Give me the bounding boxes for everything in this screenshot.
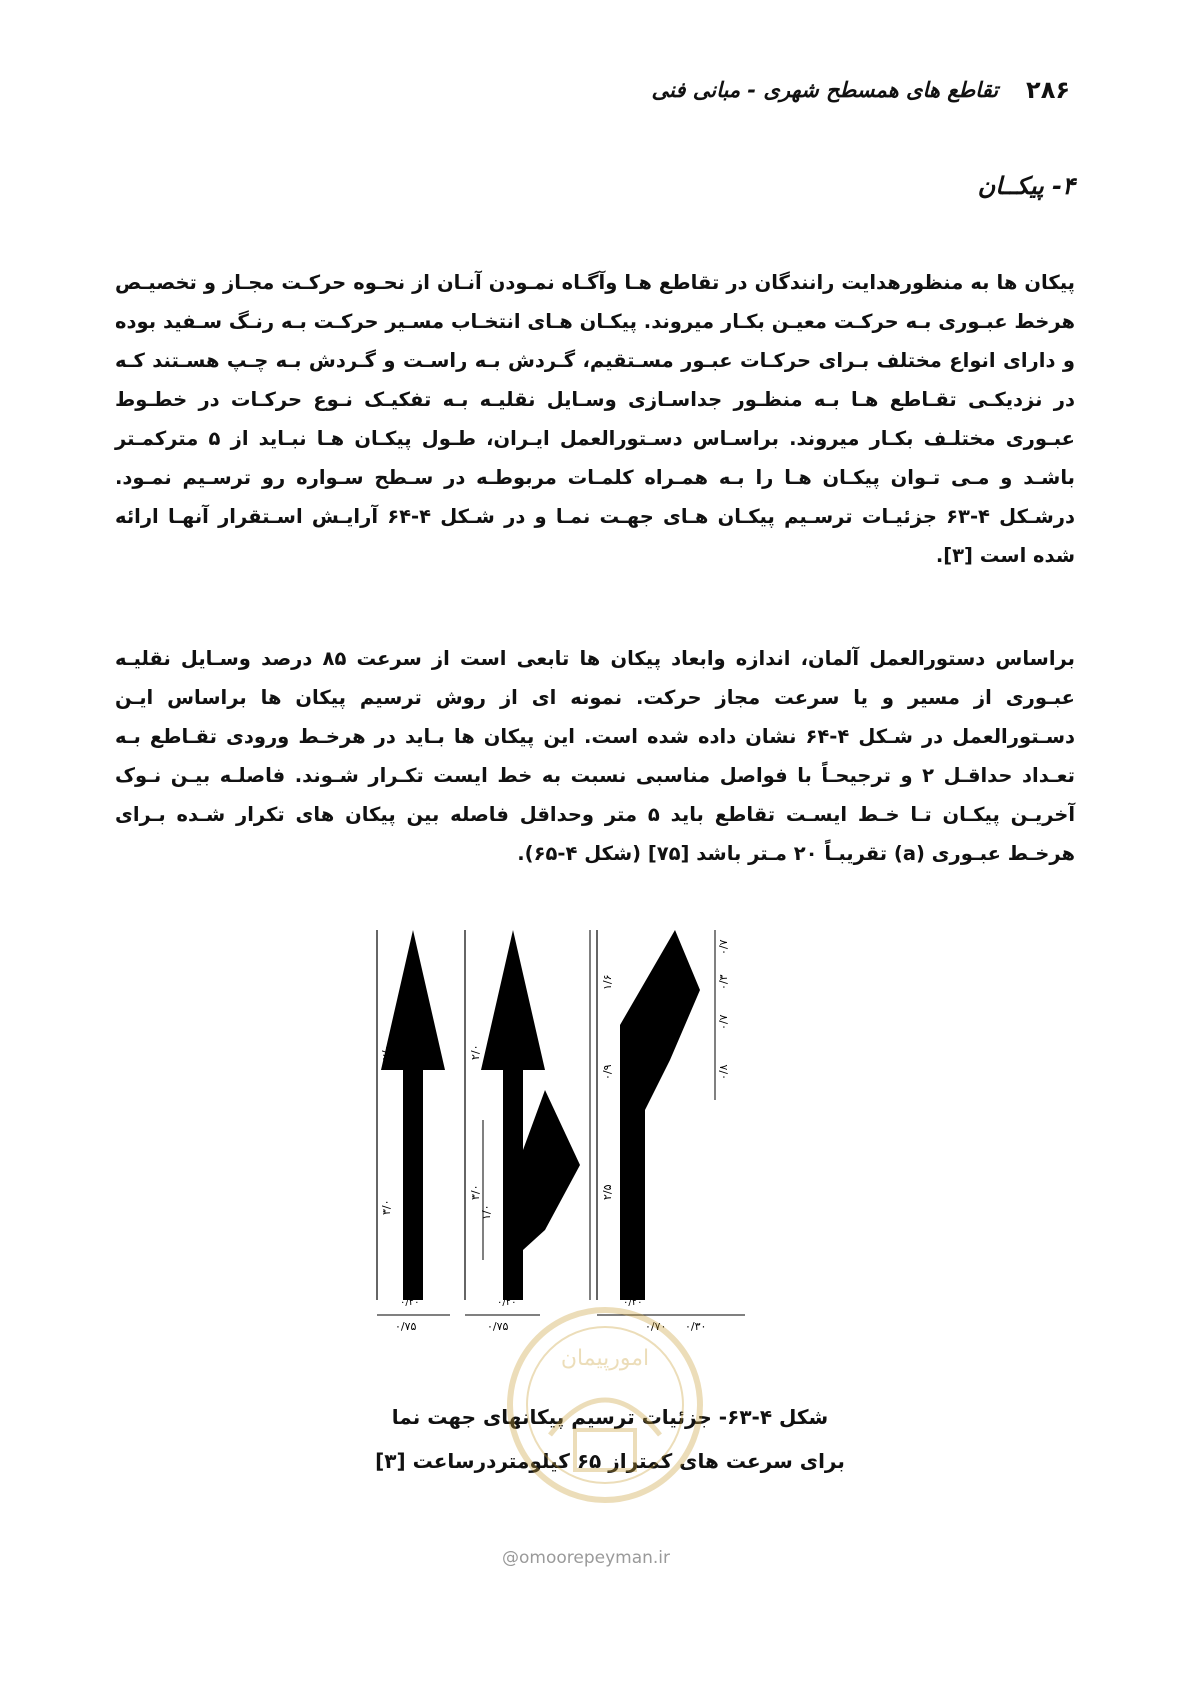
- dim-label: ۰/۹: [601, 1064, 614, 1080]
- dim-label: ۰/۷۰: [645, 1320, 667, 1333]
- dim-label: ۲/۵: [601, 1184, 614, 1200]
- dim-label: ۰/۲۰: [400, 1297, 420, 1308]
- right-turn-arrow: [597, 930, 745, 1333]
- page-number: ۲۸۶: [1026, 76, 1070, 104]
- dim-label: ۱/۰: [480, 1204, 493, 1220]
- caption-line-1: شکل ۴-۶۳- جزئیات ترسیم پیکانهای جهت نما: [391, 1405, 829, 1429]
- running-title: تقاطع های همسطح شهری - مبانی فنی: [651, 78, 999, 102]
- dim-label: ۴۵: [509, 1160, 521, 1173]
- straight-right-arrow: [465, 930, 590, 1333]
- dim-label: ۳/۰: [469, 1184, 482, 1200]
- dim-label: ۲/۰: [469, 1044, 482, 1060]
- watermark-url: @omoorepeyman.ir: [502, 1548, 671, 1568]
- dim-label: ۴۵: [623, 1045, 635, 1058]
- straight-arrow: [377, 930, 450, 1333]
- body-paragraph-1: پیکان ها به منظورهدایت رانندگان در تقاطع هـا وآگـاه نمـودن آنـان از نحـوه حرکـت مجـاز و تخصیـص هرخط عبـوری بـه حرکـت معیـن بکـار میروند. پیکـان هـای انتخـاب مسـیر حرکـت بـه رنـگ سـفید بوده و دارای انواع مختلف بـرای حرکـات عبـور مسـتقیم، گـردش بـه راسـت و گـردش بـه چـپ هسـتند کـه در نزدیکـی تقـاطع هـا بـه منظـور جداسـازی وسـایل نقلیـه بـه تفکیـک نـوع حرکـات در خطـوط عبـوری مختلـف بکـار میروند. براسـاس دسـتورالعمل ایـران، طـول پیکـان هـا نبـاید از ۵ مترکمـتر باشـد و مـی تـوان پیکـان هـا را بـه همـراه کلمـات مربوطـه در سـطح سـواره رو ترسـیم نمـود. درشـکل ۴-۶۳ جزئیـات ترسـیم پیکـان هـای جهـت نمـا و در شـکل ۴-۶۴ آرایـش اسـتقرار آنهـا ارائه شده است [۳].: [115, 270, 1075, 567]
- dim-label: ۲/۰: [380, 1044, 393, 1060]
- seal-text: امورپیمان: [560, 1346, 650, 1371]
- section-heading: ۴- پیکــان: [977, 172, 1075, 200]
- dim-label: ۰/۷۵: [395, 1320, 417, 1333]
- dim-label: ۰/۷۵: [487, 1320, 509, 1333]
- dim-label: ۰/۸: [717, 1064, 730, 1080]
- dim-label: ۰/۳۰: [685, 1320, 707, 1333]
- dim-label: ۰/۷: [717, 939, 730, 955]
- dim-label: ۰/۷: [717, 1014, 730, 1030]
- page-header: [600, 70, 1070, 110]
- arrow-marking-diagram: [365, 930, 825, 1360]
- dim-label: ۱/۶: [601, 974, 614, 990]
- watermark-seal-logo: [505, 1305, 705, 1505]
- dim-label: ۰/۳: [717, 974, 730, 990]
- body-paragraph-2: براساس دستورالعمل آلمان، اندازه وابعاد پیکان ها تابعی است از سرعت ۸۵ درصد وسـایل نقلیـه عبـوری از مسیر و یا سرعت مجاز حرکت. نمونه ای از روش ترسیم پیکان ها براساس ایـن دسـتورالعمل در شـکل ۴-۶۴ نشان داده شده است. این پیکان ها بـاید در هرخـط ورودی تقـاطع بـه تعـداد حداقـل ۲ و ترجیحـاً با فواصل مناسبی نسبت به خط ایست تکـرار شـوند. فاصلـه بیـن نـوک آخریـن پیکـان تـا خـط ایسـت تقاطع باید ۵ متر وحداقل فاصله بین پیکان های تکرار شـده بـرای هرخـط عبـوری (a) تقریبـاً ۲۰ مـتر باشد [۷۵] (شکل ۴-۶۵).: [115, 646, 1076, 865]
- dim-label: ۰/۲۰: [497, 1297, 517, 1308]
- dim-label: ۳/۰: [380, 1199, 393, 1215]
- dim-label: ۰/۲۰: [623, 1297, 643, 1308]
- caption-line-2: برای سرعت های کمتراز ۶۵ کیلومتردرساعت [۳]: [375, 1449, 845, 1473]
